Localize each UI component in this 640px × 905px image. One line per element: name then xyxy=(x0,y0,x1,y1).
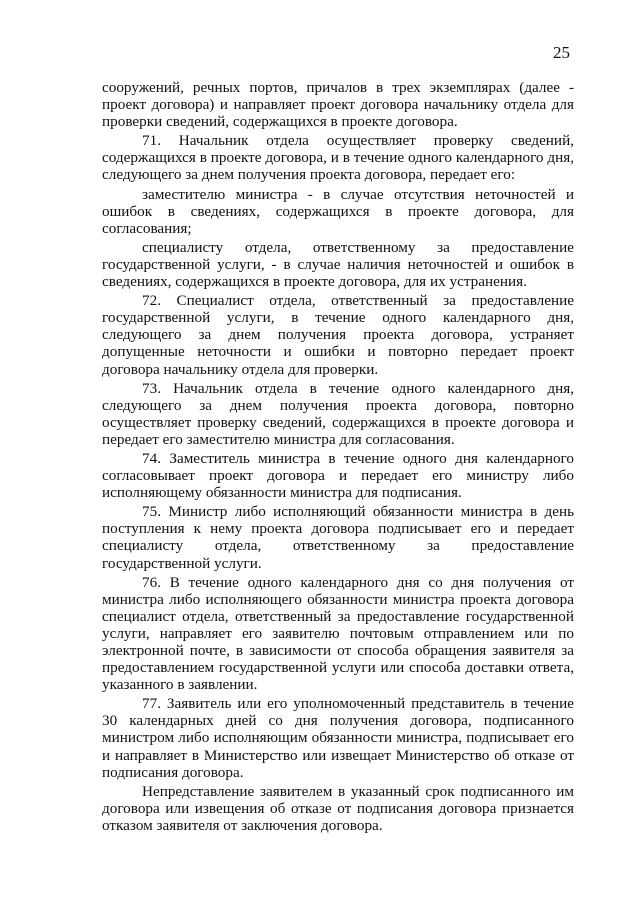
paragraph-77-refusal: Непредставление заявителем в указанный срок подписанного им договора или извещения об отказе от подписания договора признается отказом заявителя от заключения договора. xyxy=(102,782,574,834)
paragraph-continuation: сооружений, речных портов, причалов в трех экземплярах (далее - проект договора) и направляет проект договора начальнику отдела для проверки сведений, содержащихся в проекте договора. xyxy=(102,79,574,131)
paragraph-75: 75. Министр либо исполняющий обязанности министра в день поступления к нему проекта договора подписывает его и передает специалисту отдела, ответственному за предоставление государственной услуги. xyxy=(102,503,574,572)
document-body xyxy=(102,79,574,836)
paragraph-71-item-deputy: заместителю министра - в случае отсутствия неточностей и ошибок в сведениях, содержащихся в проекте договора, для согласования; xyxy=(102,185,574,237)
paragraph-71-item-specialist: специалисту отдела, ответственному за предоставление государственной услуги, - в случае наличия неточностей и ошибок в сведениях, содержащихся в проекте договора, для их устранения. xyxy=(102,238,574,291)
paragraph-76: 76. В течение одного календарного дня со дня получения от министра либо исполняющего обязанности министра проекта договора специалист отдела, ответственный за предоставление государственной услуги, направляет его заявителю почтовым отправлением или по электронной почте, в зависимости от способа обращения заявителя за предоставлением государственной услуги или способа доставки ответа, указанного в заявлении. xyxy=(102,573,574,694)
page-number: 25 xyxy=(553,43,570,62)
paragraph-73: 73. Начальник отдела в течение одного календарного дня, следующего за днем получения проекта договора, повторно осуществляет проверку сведений, содержащихся в проекте договора и передает его заместителю министра для согласования. xyxy=(102,379,574,448)
paragraph-71: 71. Начальник отдела осуществляет проверку сведений, содержащихся в проекте договора, и в течение одного календарного дня, следующего за днем получения проекта договора, передает его: xyxy=(102,132,574,184)
paragraph-72: 72. Специалист отдела, ответственный за предоставление государственной услуги, в течение одного календарного дня, следующего за днем получения проекта договора, устраняет допущенные неточности и ошибки и повторно передает проект договора начальнику отдела для проверки. xyxy=(102,292,574,378)
paragraph-74: 74. Заместитель министра в течение одного дня календарного согласовывает проект договора и передает его министру либо исполняющему обязанности министра для подписания. xyxy=(102,449,574,502)
paragraph-77: 77. Заявитель или его уполномоченный представитель в течение 30 календарных дней со дня получения договора, подписанного министром либо исполняющим обязанности министра, подписывает его и направляет в Министерство или извещает Министерство об отказе от подписания договора. xyxy=(102,695,574,781)
